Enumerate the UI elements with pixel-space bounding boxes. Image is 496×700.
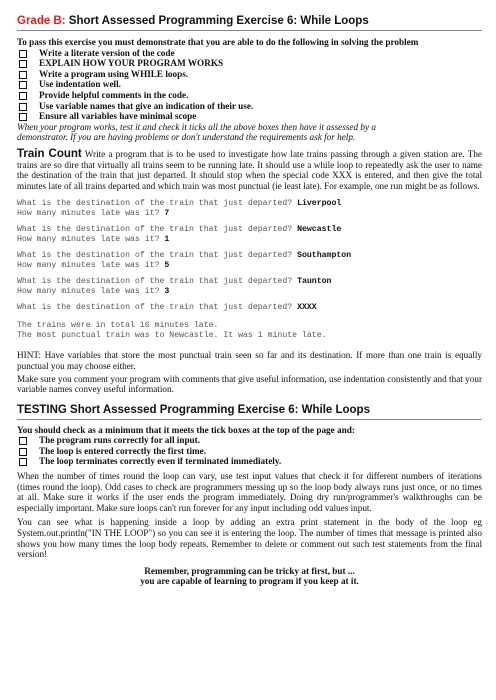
grade-label: Grade B:	[17, 15, 66, 27]
hint-paragraph: HINT: Have variables that store the most punctual train seen so far and its destination. If more than one train is equally punctual you may choose either.	[17, 350, 483, 371]
checklist-item: Use variable names that give an indication of their use.	[17, 101, 482, 112]
checklist-item: The program runs correctly for all input.	[17, 435, 482, 446]
sample-pair: What is the destination of the train that just departed? Liverpool How many minutes late was it? 7	[17, 199, 342, 219]
testing-intro: You should check as a minimum that it meets the tick boxes at the top of the page and:	[17, 424, 355, 435]
task-description: Train Count Write a program that is to be used to investigate how late trains passing through a given station are. The trains are so dire that virtually all trains seem to be running late. It should use a while loop to repeatedly ask the user to name the destination of the train that just departed. It should stop when the special code XXX is entered, and then give the total minutes late of all trains departed and which train was most punctual (ie least late). For example, one run might be as follows.	[17, 147, 483, 191]
checklist-item: EXPLAIN HOW YOUR PROGRAM WORKS	[17, 58, 482, 69]
requirements-intro: To pass this exercise you must demonstrate that you are able to do the following in solving the problem	[17, 37, 419, 47]
assessment-note: When your program works, test it and check it ticks all the above boxes then have it assessed by a demonstrator. If you are having problems or don't understand the requirements ask for help.	[17, 121, 376, 143]
checklist-item: Use indentation well.	[17, 79, 482, 90]
checkbox-icon	[19, 113, 27, 121]
checkbox-icon	[19, 458, 27, 466]
checkbox-icon	[19, 71, 27, 79]
debug-print-paragraph: You can see what is happening inside a loop by adding an extra print statement in the body of the loop eg System.out.println("IN THE LOOP") so you can see it is entering the loop. The number of times that message is printed also shows you how many times the loop body repeats. Remember to delete or comment out such test statements from the final version!	[17, 517, 483, 560]
sample-final-entry: What is the destination of the train that just departed? XXXX	[17, 303, 317, 313]
checkbox-icon	[19, 81, 27, 89]
sample-run	[17, 199, 482, 341]
sample-pair: What is the destination of the train that just departed? Newcastle How many minutes late was it? 1	[17, 225, 342, 245]
checklist-item: Ensure all variables have minimal scope	[17, 111, 482, 122]
sample-result: The trains were in total 16 minutes late. The most punctual train was to Newcastle. It was 1 minute late.	[17, 321, 327, 341]
exercise-heading	[17, 14, 482, 31]
exercise-title: Short Assessed Programming Exercise 6: While Loops	[68, 15, 369, 27]
sample-pair: What is the destination of the train that just departed? Taunton How many minutes late was it? 3	[17, 277, 332, 297]
checklist-item: Provide helpful comments in the code.	[17, 90, 482, 101]
checkbox-icon	[19, 50, 27, 58]
loop-testing-paragraph: When the number of times round the loop can vary, use test input values that check it for different numbers of iterations (times round the loop). Odd cases to check are programmers messing up so the loop body always runs just once, or no times at all. Make sure it works if the user ends the program immediately. Doing dry run/programmer's walkthroughs can be especially important. Make sure loops can't run forever for any input including odd values input.	[17, 471, 483, 513]
checklist-item: Write a literate version of the code	[17, 48, 482, 59]
comment-paragraph: Make sure you comment your program with comments that give useful information, use indentation consistently and that your variable names convey useful information.	[17, 373, 483, 395]
task-title: Train Count	[17, 147, 82, 160]
checkbox-icon	[19, 92, 27, 100]
requirements-checklist	[17, 48, 482, 122]
checkbox-icon	[19, 448, 27, 456]
checklist-item: The loop is entered correctly the first time.	[17, 446, 482, 457]
closing-message: Remember, programming can be tricky at first, but ... you are capable of learning to program if you keep at it.	[140, 565, 359, 587]
testing-heading: TESTING Short Assessed Programming Exercise 6: While Loops	[17, 403, 482, 420]
checkbox-icon	[19, 103, 27, 111]
checklist-item: Write a program using WHILE loops.	[17, 69, 482, 80]
sample-pair: What is the destination of the train that just departed? Southampton How many minutes late was it? 5	[17, 251, 352, 271]
checklist-item: The loop terminates correctly even if terminated immediately.	[17, 456, 482, 467]
checkbox-icon	[19, 437, 27, 445]
testing-checklist	[17, 435, 482, 467]
checkbox-icon	[19, 60, 27, 68]
